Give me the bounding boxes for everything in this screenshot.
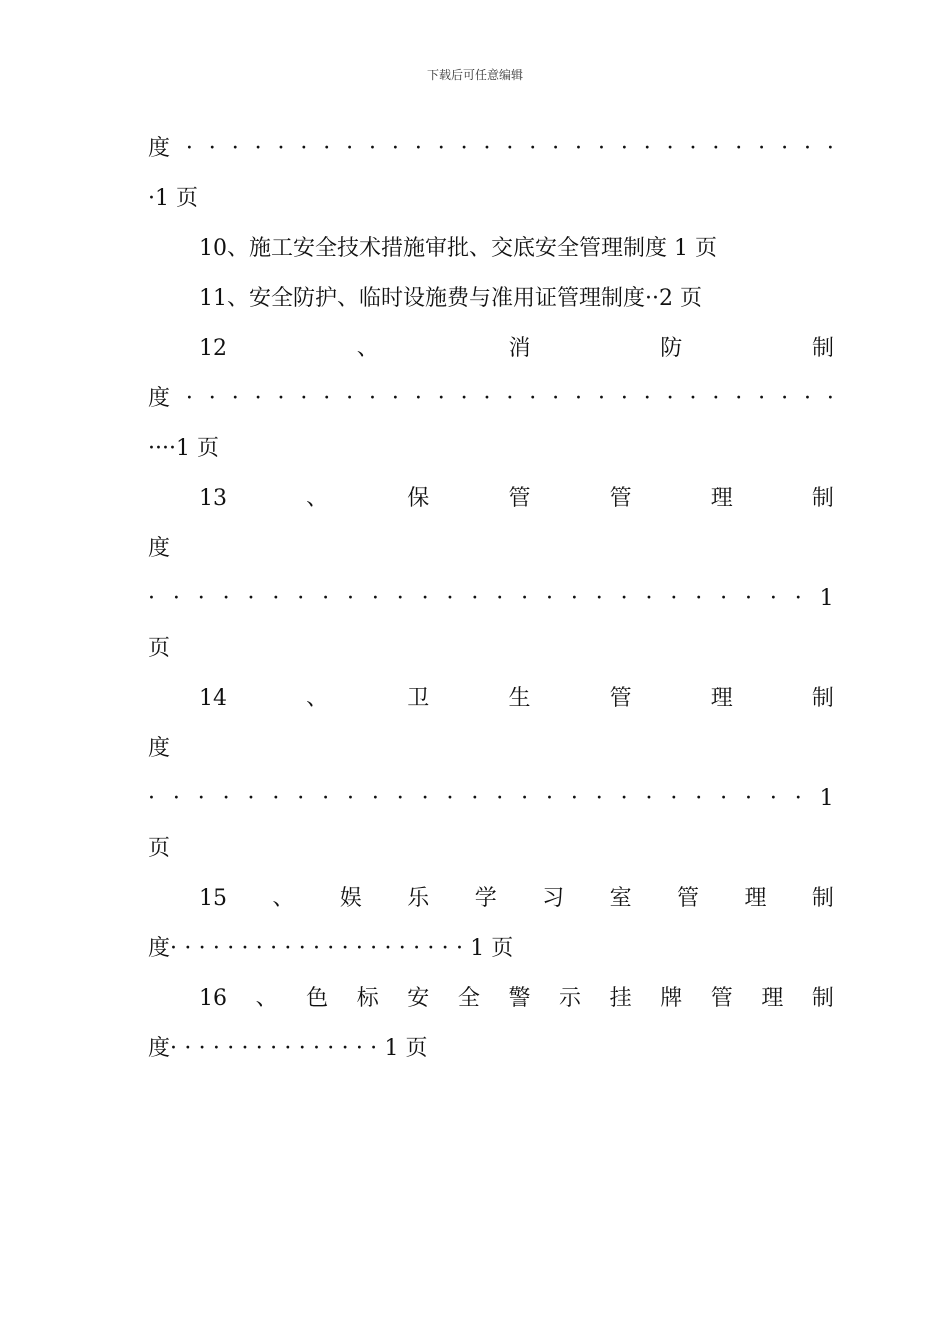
toc-char: ·	[670, 786, 678, 811]
toc-char: ·	[272, 786, 280, 811]
toc-word: 管	[609, 486, 632, 511]
toc-char: ·	[254, 136, 262, 161]
toc-char: ·	[620, 586, 628, 611]
toc-char: ·	[643, 386, 651, 411]
toc-char: ·	[496, 786, 504, 811]
toc-char: ·	[546, 786, 553, 811]
toc-word: 、	[272, 886, 295, 911]
toc-word: 管	[710, 986, 733, 1011]
toc-word: 牌	[660, 986, 683, 1011]
toc-char: ·	[241, 1036, 249, 1061]
toc-word: 14	[199, 686, 227, 711]
toc-char: ·	[794, 786, 802, 811]
toc-char: ·	[735, 386, 743, 411]
toc-char: ·	[758, 136, 766, 161]
toc-char: ·	[369, 136, 377, 161]
toc-char: ·	[437, 136, 445, 161]
toc-char: ·	[521, 586, 529, 611]
toc-word: 、	[306, 686, 329, 711]
toc-line-10	[148, 584, 834, 614]
toc-word: 消	[508, 336, 531, 361]
toc-char: ·	[413, 936, 421, 961]
toc-char: ·	[769, 586, 777, 611]
toc-line-4: 11、安全防护、临时设施费与准用证管理制度··2 页	[199, 286, 702, 311]
toc-char: ·	[300, 136, 308, 161]
toc-char: ·	[421, 786, 429, 811]
toc-char: ·	[323, 136, 331, 161]
toc-char: ·	[529, 136, 537, 161]
toc-char: ·	[247, 786, 255, 811]
toc-char: ·	[277, 386, 285, 411]
toc-char: 页	[405, 1036, 428, 1061]
toc-word: 安	[407, 986, 430, 1011]
toc-char: ·	[300, 386, 308, 411]
toc-char: ·	[826, 136, 834, 161]
toc-char: ·	[695, 786, 703, 811]
toc-line-6	[148, 384, 834, 414]
toc-char: ·	[284, 936, 292, 961]
toc-char: ·	[346, 386, 354, 411]
toc-line-1	[148, 134, 834, 164]
toc-char: ·	[570, 586, 578, 611]
toc-word: 理	[744, 886, 767, 911]
toc-char: ·	[197, 586, 205, 611]
toc-char: ·	[446, 786, 454, 811]
toc-char: ·	[347, 786, 354, 811]
toc-char: ·	[645, 586, 653, 611]
toc-word: 生	[508, 686, 531, 711]
toc-char: ·	[575, 386, 583, 411]
toc-line-17	[148, 934, 834, 964]
toc-line-12	[199, 684, 834, 714]
toc-line-15: 页	[148, 836, 171, 861]
toc-char: ·	[471, 586, 479, 611]
toc-word: 学	[474, 886, 497, 911]
toc-char: ·	[446, 586, 454, 611]
toc-word: 15	[199, 886, 227, 911]
toc-word: 警	[508, 986, 531, 1011]
toc-char: ·	[803, 386, 811, 411]
toc-char: 度	[148, 386, 171, 411]
toc-char: ·	[460, 386, 468, 411]
toc-char: ·	[396, 786, 404, 811]
toc-char: ·	[483, 136, 491, 161]
toc-char: ·	[666, 386, 674, 411]
toc-char: ·	[712, 386, 720, 411]
page-header: 下载后可任意编辑	[426, 68, 523, 82]
toc-char: 度	[148, 1036, 171, 1061]
toc-word: 理	[710, 686, 733, 711]
toc-char: ·	[384, 936, 392, 961]
toc-char: 1	[470, 936, 485, 961]
toc-char: ·	[270, 1036, 278, 1061]
toc-char: ·	[712, 136, 720, 161]
toc-word: 16	[199, 986, 227, 1011]
toc-char: ·	[312, 1036, 320, 1061]
toc-char: ·	[620, 136, 628, 161]
toc-char: ·	[496, 586, 504, 611]
toc-word: 示	[559, 986, 582, 1011]
toc-word: 挂	[609, 986, 632, 1011]
toc-word: 全	[457, 986, 480, 1011]
toc-char: ·	[460, 136, 468, 161]
toc-char: ·	[398, 936, 406, 961]
toc-char: ·	[231, 386, 239, 411]
toc-word: 制	[811, 486, 834, 511]
toc-char: ·	[222, 586, 230, 611]
toc-char: ·	[172, 586, 180, 611]
toc-word: 制	[811, 886, 834, 911]
toc-word: 乐	[407, 886, 430, 911]
toc-line-19	[148, 1034, 834, 1064]
toc-char: ·	[322, 586, 330, 611]
toc-char: ·	[471, 786, 479, 811]
toc-char: ·	[212, 1036, 220, 1061]
toc-char: 1	[384, 1036, 399, 1061]
toc-char: ·	[369, 386, 377, 411]
toc-char: ·	[297, 786, 305, 811]
toc-char: ·	[620, 386, 628, 411]
toc-char: ·	[689, 136, 697, 161]
toc-char: ·	[552, 136, 560, 161]
toc-char: ·	[506, 136, 514, 161]
toc-char: ·	[185, 136, 193, 161]
toc-word: 管	[508, 486, 531, 511]
toc-char: ·	[689, 386, 697, 411]
toc-char: ·	[255, 1036, 263, 1061]
toc-word: 习	[542, 886, 565, 911]
toc-word: 色	[306, 986, 329, 1011]
toc-word: 室	[609, 886, 632, 911]
toc-char: ·	[597, 386, 605, 411]
toc-char: 1	[819, 586, 834, 611]
toc-char: ·	[170, 1036, 178, 1061]
toc-char: ·	[322, 786, 330, 811]
toc-char: ·	[595, 586, 603, 611]
toc-char: ·	[745, 586, 752, 611]
toc-char: ·	[312, 936, 320, 961]
toc-word: 娱	[339, 886, 362, 911]
toc-word: 标	[356, 986, 379, 1011]
toc-char: ·	[255, 936, 263, 961]
toc-char: ·	[414, 136, 422, 161]
toc-line-11: 页	[148, 636, 171, 661]
toc-word: 13	[199, 486, 227, 511]
toc-char: ·	[396, 586, 404, 611]
toc-char: ·	[826, 386, 834, 411]
toc-char: ·	[184, 1036, 192, 1061]
toc-char: ·	[521, 786, 529, 811]
toc-char: ·	[198, 936, 206, 961]
toc-char: ·	[552, 386, 560, 411]
toc-char: ·	[323, 386, 331, 411]
toc-char: ·	[483, 386, 491, 411]
toc-char: ·	[212, 936, 220, 961]
toc-char: ·	[597, 136, 605, 161]
toc-char	[398, 1034, 405, 1064]
toc-char: ·	[758, 386, 766, 411]
toc-line-8	[199, 484, 834, 514]
toc-char: ·	[227, 936, 235, 961]
toc-char: 度	[148, 136, 171, 161]
toc-word: 防	[660, 336, 683, 361]
toc-char: ·	[327, 936, 335, 961]
toc-line-9: 度	[148, 536, 171, 561]
toc-char: ·	[620, 786, 628, 811]
toc-char: ·	[208, 386, 216, 411]
toc-char: ·	[455, 936, 463, 961]
toc-char: ·	[185, 386, 193, 411]
toc-char: ·	[270, 936, 278, 961]
toc-line-14	[148, 784, 834, 814]
toc-line-7: ····1 页	[148, 436, 219, 461]
toc-char: ·	[570, 786, 578, 811]
toc-char: ·	[421, 586, 429, 611]
toc-char: ·	[781, 386, 789, 411]
toc-line-3: 10、施工安全技术措施审批、交底安全管理制度 1 页	[199, 236, 717, 261]
toc-char: ·	[298, 1036, 306, 1061]
toc-word: 卫	[407, 686, 430, 711]
toc-word: 制	[811, 986, 834, 1011]
toc-char: ·	[441, 936, 449, 961]
toc-char: ·	[391, 386, 399, 411]
toc-char: ·	[370, 936, 378, 961]
toc-char: ·	[222, 786, 230, 811]
toc-char: ·	[666, 136, 674, 161]
toc-char: ·	[720, 586, 728, 611]
toc-char: ·	[198, 1036, 206, 1061]
toc-char: ·	[346, 136, 354, 161]
toc-char	[484, 934, 491, 964]
toc-char: ·	[277, 136, 285, 161]
toc-char: ·	[529, 386, 537, 411]
toc-char: ·	[254, 386, 262, 411]
toc-char: ·	[341, 936, 349, 961]
toc-char: ·	[546, 586, 553, 611]
toc-line-18	[199, 984, 834, 1014]
toc-char: ·	[371, 586, 379, 611]
toc-char: ·	[355, 936, 363, 961]
toc-word: 制	[811, 336, 834, 361]
toc-word: 管	[677, 886, 700, 911]
toc-char: ·	[341, 1036, 349, 1061]
toc-char: ·	[148, 586, 155, 611]
toc-char: ·	[745, 786, 752, 811]
toc-char: ·	[643, 136, 651, 161]
toc-word: 、	[306, 486, 329, 511]
toc-char: ·	[297, 586, 305, 611]
toc-word: 制	[811, 686, 834, 711]
toc-char: 1	[819, 786, 834, 811]
toc-char: ·	[208, 136, 216, 161]
toc-char: ·	[781, 136, 789, 161]
toc-line-2: ·1 页	[148, 186, 198, 211]
toc-char: ·	[231, 136, 239, 161]
toc-char: ·	[769, 786, 777, 811]
toc-word: 、	[356, 336, 379, 361]
toc-char: ·	[506, 386, 514, 411]
toc-word: 、	[255, 986, 278, 1011]
toc-word: 12	[199, 336, 227, 361]
toc-char: ·	[170, 936, 178, 961]
toc-word: 理	[710, 486, 733, 511]
toc-char: ·	[298, 936, 306, 961]
toc-line-16	[199, 884, 834, 914]
toc-char: ·	[148, 786, 155, 811]
toc-char: ·	[370, 1036, 378, 1061]
toc-char: ·	[575, 136, 583, 161]
toc-char: 度	[148, 936, 171, 961]
toc-word: 保	[407, 486, 430, 511]
toc-char: ·	[197, 786, 205, 811]
toc-char: ·	[184, 936, 192, 961]
toc-char: ·	[172, 786, 180, 811]
toc-char: ·	[427, 936, 435, 961]
toc-char: ·	[227, 1036, 235, 1061]
toc-char: 页	[491, 936, 514, 961]
toc-char: ·	[247, 586, 255, 611]
toc-char: ·	[437, 386, 445, 411]
toc-char: ·	[720, 786, 728, 811]
toc-char: ·	[595, 786, 603, 811]
toc-line-5	[199, 334, 834, 364]
toc-char: ·	[347, 586, 354, 611]
toc-word: 理	[761, 986, 784, 1011]
toc-char: ·	[327, 1036, 335, 1061]
toc-char: ·	[414, 386, 422, 411]
toc-char: ·	[670, 586, 678, 611]
toc-char: ·	[272, 586, 280, 611]
toc-char: ·	[735, 136, 743, 161]
toc-char: ·	[241, 936, 249, 961]
toc-char: ·	[355, 1036, 363, 1061]
toc-word: 管	[609, 686, 632, 711]
toc-char: ·	[391, 136, 399, 161]
toc-char: ·	[371, 786, 379, 811]
toc-char: ·	[645, 786, 653, 811]
toc-char: ·	[794, 586, 802, 611]
toc-line-13: 度	[148, 736, 171, 761]
toc-char: ·	[284, 1036, 292, 1061]
toc-char: ·	[695, 586, 703, 611]
toc-char: ·	[803, 136, 811, 161]
